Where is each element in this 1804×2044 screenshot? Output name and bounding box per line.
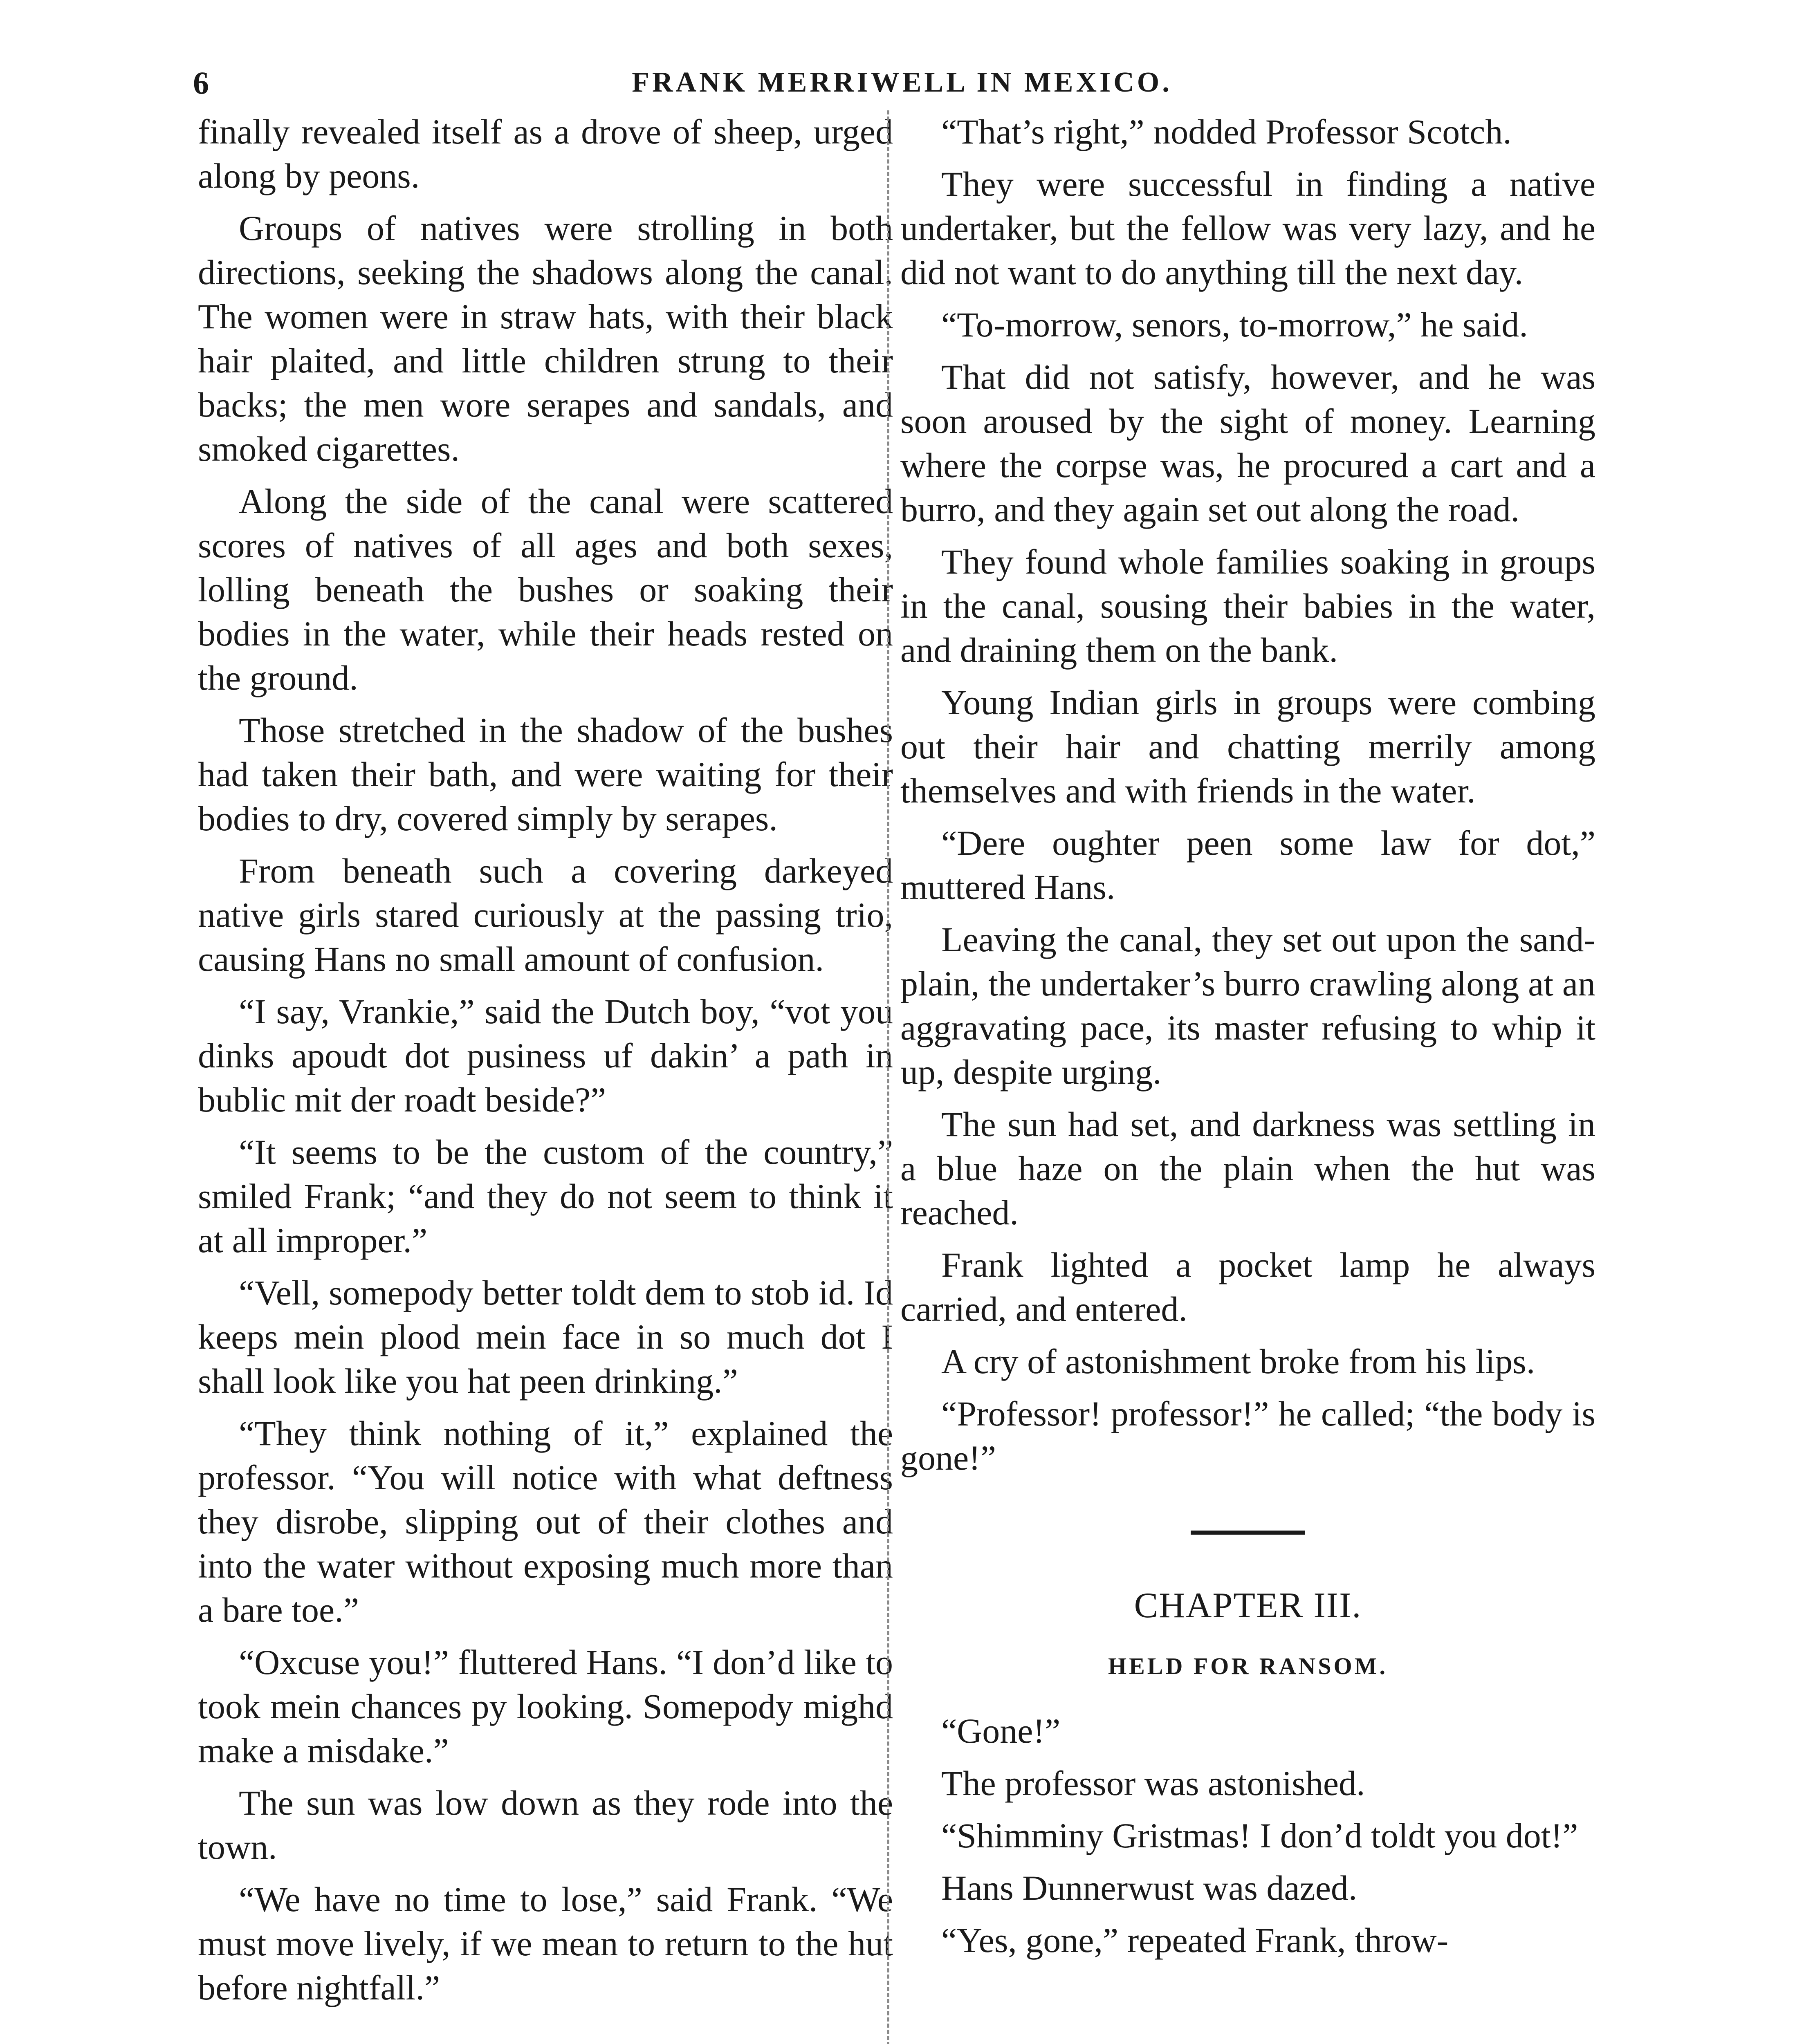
section-rule <box>1191 1531 1305 1535</box>
chapter-title: HELD FOR RANSOM. <box>1108 1653 1388 1679</box>
paragraph: That did not satisfy, however, and he was soon aroused by the sight of money. Learning where the corpse was, he procured a cart and a burro, and they again set out along the road. <box>900 357 1595 529</box>
paragraph: Along the side of the canal were scattered scores of natives of all ages and both sexes, lolling beneath the bushes or soaking their bodies in the water, while their heads rested on the ground. <box>198 482 893 697</box>
chapter-heading: CHAPTER III. <box>1134 1586 1362 1625</box>
paragraph: They were successful in finding a native undertaker, but the fellow was very lazy, and he did not want to do anything till the next day. <box>900 164 1595 292</box>
paragraph: A cry of astonishment broke from his lips. <box>941 1342 1535 1381</box>
paragraph: “To-morrow, senors, to-morrow,” he said. <box>941 305 1528 344</box>
paragraph: The professor was astonished. <box>941 1764 1365 1803</box>
paragraph: “Shimminy Gristmas! I don’d toldt you dot!” <box>941 1816 1578 1855</box>
paragraph: “Vell, somepody better toldt dem to stob id. Id keeps mein plood mein face in so much dot I shall look like you hat peen drinking.” <box>198 1273 893 1401</box>
paragraph: “I say, Vrankie,” said the Dutch boy, “vot you dinks apoudt dot pusiness uf dakin’ a path in bublic mit der roadt beside?” <box>198 992 893 1119</box>
paragraph: “Yes, gone,” repeated Frank, throw- <box>941 1921 1449 1960</box>
paragraph: Leaving the canal, they set out upon the sand-plain, the undertaker’s burro crawling along at an aggravating pace, its master refusing to whip it up, despite urging. <box>900 920 1595 1091</box>
paragraph: Frank lighted a pocket lamp he always carried, and entered. <box>900 1245 1595 1329</box>
paragraph: The sun was low down as they rode into the town. <box>198 1783 893 1867</box>
paragraph: The sun had set, and darkness was settling in a blue haze on the plain when the hut was reached. <box>900 1105 1595 1232</box>
page-number: 6 <box>193 65 209 101</box>
paragraph: “We have no time to lose,” said Frank. “We must move lively, if we mean to return to the hut before nightfall.” <box>198 1880 893 2007</box>
right-column <box>900 110 1595 1970</box>
paragraph: “Professor! professor!” he called; “the body is gone!” <box>900 1394 1595 1477</box>
column-divider <box>887 110 889 2044</box>
paragraph: “Gone!” <box>941 1711 1061 1750</box>
paragraph: Groups of natives were strolling in both directions, seeking the shadows along the canal. The women were in straw hats, with their black hair plaited, and little children strung to their backs; the men wore serapes and sandals, and smoked cigarettes. <box>198 208 893 468</box>
left-column <box>198 110 893 2018</box>
paragraph: Those stretched in the shadow of the bushes had taken their bath, and were waiting for their bodies to dry, covered simply by serapes. <box>198 710 893 838</box>
paragraph: They found whole families soaking in groups in the canal, sousing their babies in the water, and draining them on the bank. <box>900 542 1595 670</box>
paragraph: Young Indian girls in groups were combing out their hair and chatting merrily among themselves and with friends in the water. <box>900 683 1595 810</box>
paragraph: “They think nothing of it,” explained the professor. “You will notice with what deftness they disrobe, slipping out of their clothes and into the water without exposing much more than a bare toe.” <box>198 1414 893 1629</box>
running-head: FRANK MERRIWELL IN MEXICO. <box>632 67 1172 98</box>
paragraph: “Dere oughter peen some law for dot,” muttered Hans. <box>900 823 1595 907</box>
paragraph: From beneath such a covering darkeyed native girls stared curiously at the passing trio, causing Hans no small amount of confusion. <box>198 851 893 979</box>
paragraph: “It seems to be the custom of the country,” smiled Frank; “and they do not seem to think it at all improper.” <box>198 1132 893 1260</box>
paragraph: “Oxcuse you!” fluttered Hans. “I don’d like to took mein chances py looking. Somepody mighd make a misdake.” <box>198 1643 893 1770</box>
paragraph: “That’s right,” nodded Professor Scotch. <box>941 112 1512 151</box>
paragraph: finally revealed itself as a drove of sheep, urged along by peons. <box>198 112 893 195</box>
paragraph: Hans Dunnerwust was dazed. <box>941 1868 1357 1907</box>
